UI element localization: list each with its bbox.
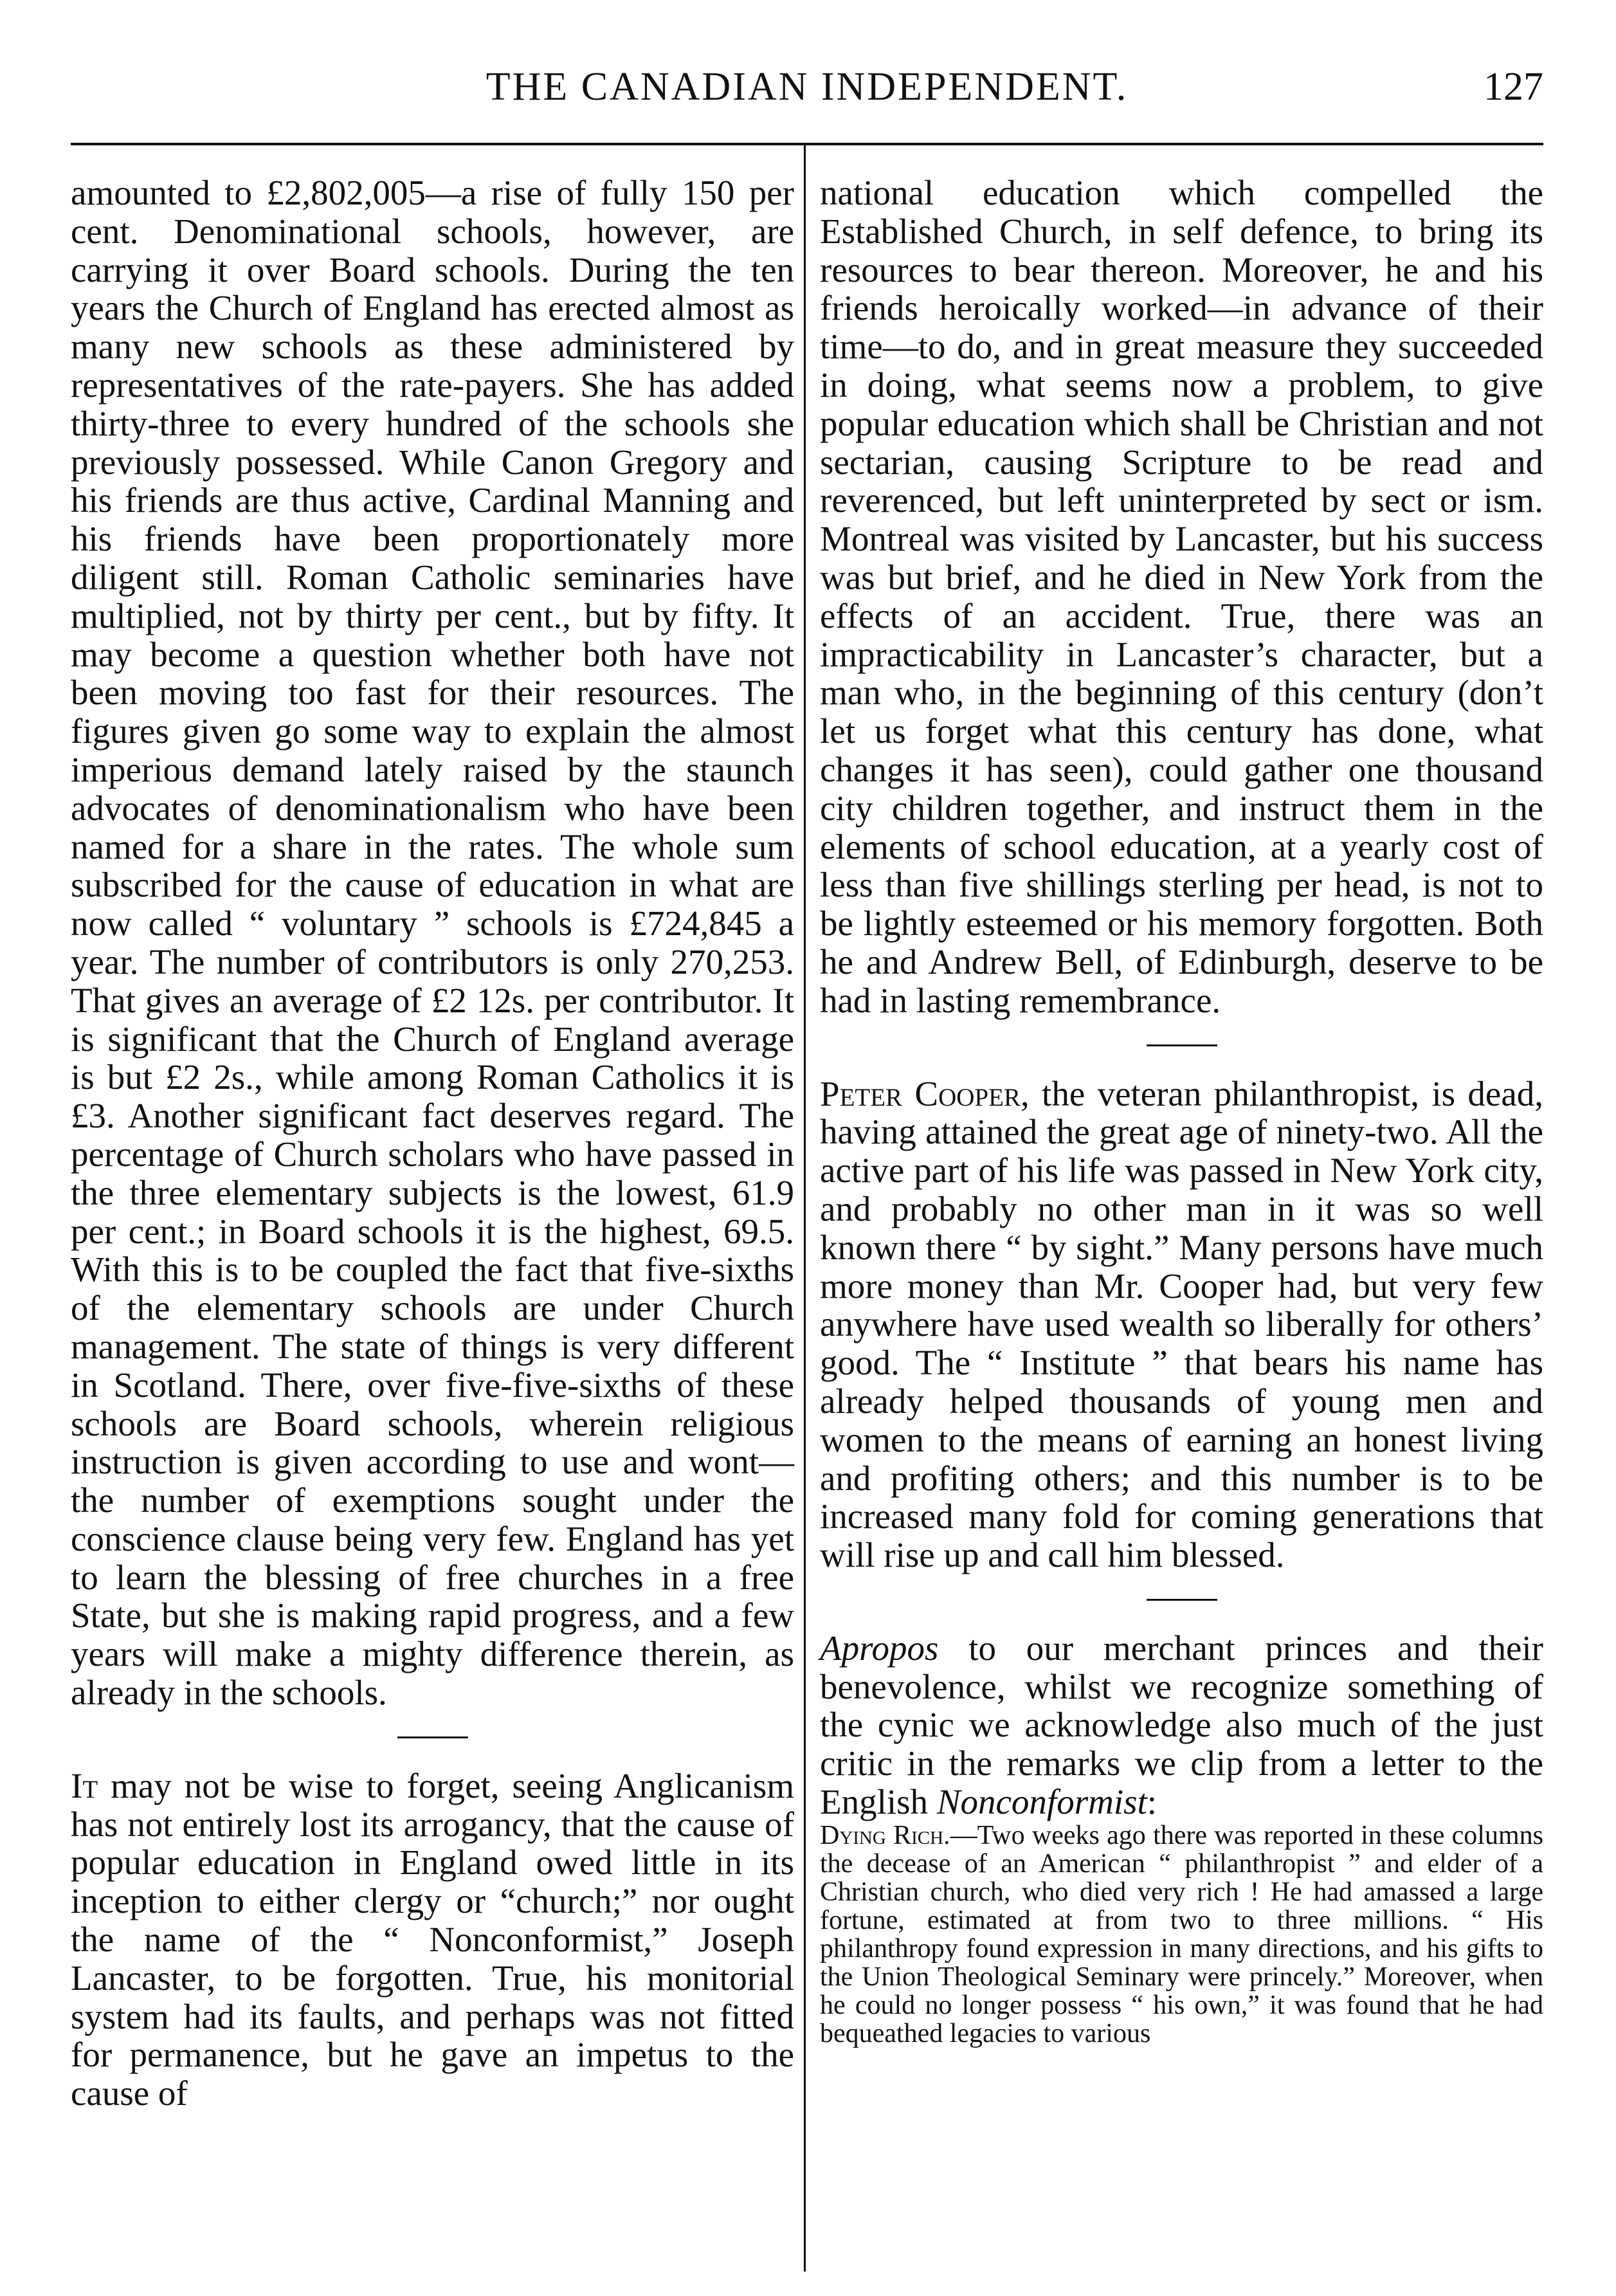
section-separator xyxy=(1147,1044,1217,1046)
masthead xyxy=(71,64,1543,122)
journal-title: THE CANADIAN INDEPENDENT. xyxy=(486,65,1129,109)
paragraph-national-education: national education which compelled the Established Church, in self defence, to bring its resources to bear thereon. Moreover, he and his friends heroically worked—in advance of their time—to do, and in great measure they succeeded in doing, what seems now a problem, to give popular education which shall be Christian and not sectarian, causing Scripture to be read and reverenced, but left uninterpreted by sect or ism. Montreal was visited by Lancaster, but his success was but brief, and he died in New York from the effects of an accident. True, there was an impracticability in Lancaster’s character, but a man who, in the beginning of this century (don’t let us forget what this century has done, what changes it has seen), could gather one thousand city children together, and instruct them in the elements of school education, at a yearly cost of less than five shillings sterling per head, is not to be lightly esteemed or his memory forgotten. Both he and Andrew Bell, of Edinburgh, deserve to be had in lasting remembrance. xyxy=(820,173,1543,1020)
source-publication: Nonconformist xyxy=(936,1782,1147,1822)
header-rule xyxy=(71,143,1543,145)
quote-heading: Dying Rich. xyxy=(820,1820,950,1850)
quote-body: —Two weeks ago there was reported in these columns the decease of an American “ philanthropist ” and elder of a Christian church, who died very rich ! He had amassed a large fortune, estimated at from two to three millions. “ His philanthropy found expression in many directions, and his gifts to the Union Theological Seminary were princely.” Moreover, when he could no longer possess “ his own,” it was found that he had bequeathed legacies to various xyxy=(820,1820,1543,2048)
page-number: 127 xyxy=(1484,65,1543,109)
paragraph-apropos xyxy=(820,1629,1543,1821)
paragraph-lancaster xyxy=(71,1767,794,2113)
paragraph-body: , the veteran philanthropist, is dead, having attained the great age of ninety-two. All the active part of his life was passed in New York city, and probably no other man in it was so well known there “ by sight.” Many persons have much more money than Mr. Cooper had, but very few anywhere have used wealth so liberally for others’ good. The “ Institute ” that bears his name has already helped thousands of young men and women to the means of earning an honest living and profiting others; and this number is to be increased many fold for coming generations that will rise up and call him blessed. xyxy=(820,1073,1543,1575)
paragraph-body: to our merchant princes and their benevolence, whilst we recognize something of the cynic we acknowledge also much of the just critic in the remarks we clip from a letter to the English xyxy=(820,1628,1543,1822)
section-separator xyxy=(397,1736,468,1738)
quoted-letter xyxy=(820,1821,1543,2048)
paragraph-body: may not be wise to forget, seeing Anglicanism has not entirely lost its arrogancy, that the cause of popular education in England owed little in its inception to either clergy or “church;” nor ought the name of the “ Nonconformist,” Joseph Lancaster, to be forgotten. True, his monitorial system had its faults, and perhaps was not fitted for permanence, but he gave an impetus to the cause of xyxy=(71,1765,794,2113)
left-column xyxy=(71,174,794,2113)
paragraph-education-statistics: amounted to £2,802,005—a rise of fully 150 per cent. Denominational schools, however, are carrying it over Board schools. During the ten years the Church of England has erected almost as many new schools as these administered by representatives of the rate-payers. She has added thirty-three to every hundred of the schools she previously possessed. While Canon Gregory and his friends are thus active, Cardinal Manning and his friends have been proportionately more diligent still. Roman Catholic seminaries have multiplied, not by thirty per cent., but by fifty. It may become a question whether both have not been moving too fast for their resources. The figures given go some way to explain the almost imperious demand lately raised by the staunch advocates of denominationalism who have been named for a share in the rates. The whole sum subscribed for the cause of education in what are now called “ voluntary ” schools is £724,845 a year. The number of contributors is only 270,253. That gives an average of £2 12s. per contributor. It is significant that the Church of England average is but £2 2s., while among Roman Catholics it is £3. Another significant fact deserves regard. The percentage of Church scholars who have passed in the three elementary subjects is the lowest, 61.9 per cent.; in Board schools it is the highest, 69.5. With this is to be coupled the fact that five-sixths of the elementary schools are under Church management. The state of things is very different in Scotland. There, over five-five-sixths of these schools are Board schools, wherein religious instruction is given according to use and wont—the number of exemptions sought under the conscience clause being very few. England has yet to learn the blessing of free churches in a free State, but she is making rapid progress, and a few years will make a mighty difference therein, as already in the schools. xyxy=(71,173,794,1713)
paragraph-lead-name: Peter Cooper xyxy=(820,1073,1021,1113)
section-separator xyxy=(1147,1599,1217,1601)
right-column xyxy=(820,174,1543,2048)
paragraph-end: : xyxy=(1147,1782,1158,1822)
paragraph-peter-cooper xyxy=(820,1075,1543,1574)
column-divider xyxy=(804,143,806,2272)
paragraph-lead-word: It xyxy=(71,1765,98,1805)
paragraph-lead-italic: Apropos xyxy=(820,1628,939,1668)
